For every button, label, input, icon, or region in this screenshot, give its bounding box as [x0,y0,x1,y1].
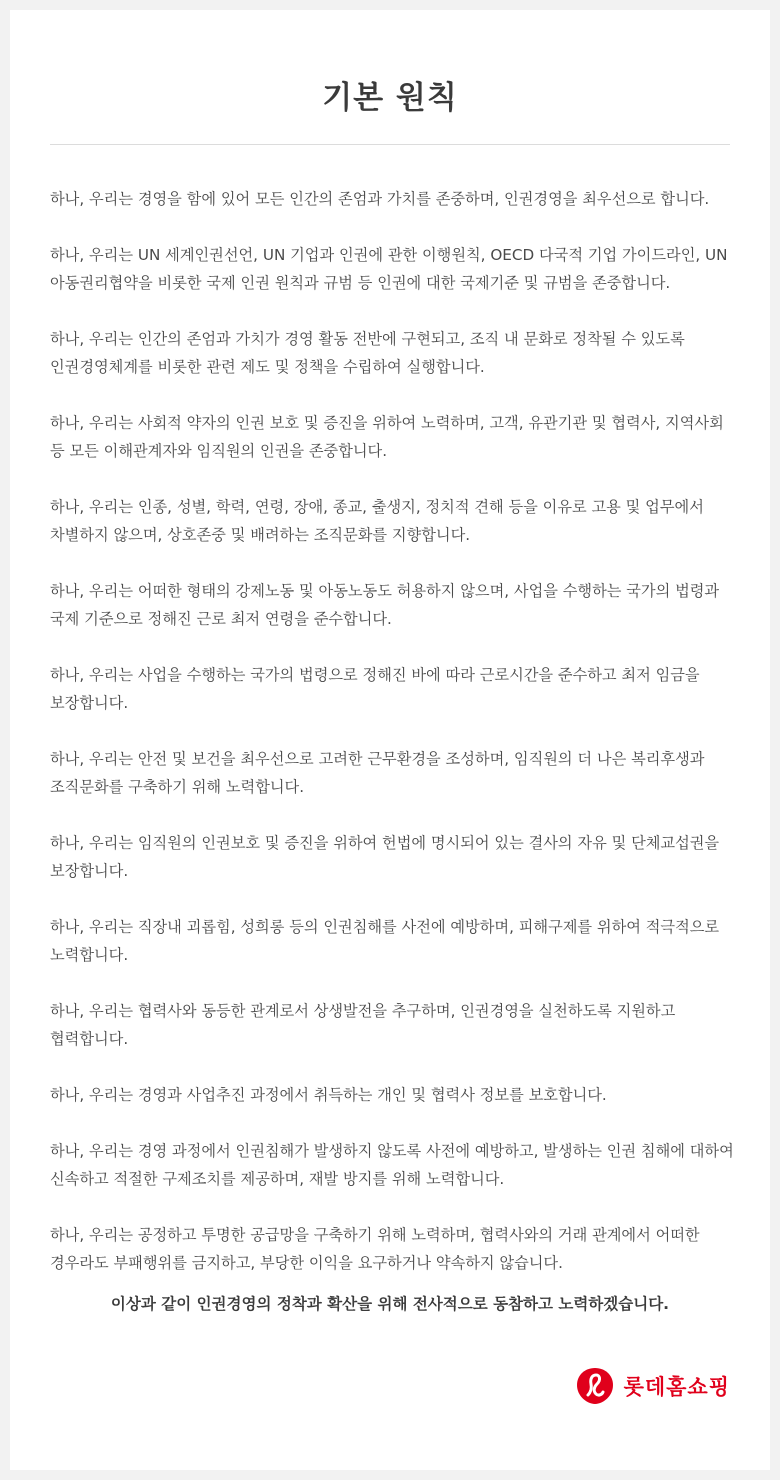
principle-item: 하나, 우리는 경영과 사업추진 과정에서 취득하는 개인 및 협력사 정보를 보호합니다. [50,1086,607,1104]
brand-logo [574,1365,730,1407]
principle-item: 하나, 우리는 직장내 괴롭힘, 성희롱 등의 인권침해를 사전에 예방하며, 피해구제를 위하여 적극적으로 노력합니다. [50,918,720,964]
principle-item: 하나, 우리는 어떠한 형태의 강제노동 및 아동노동도 허용하지 않으며, 사업을 수행하는 국가의 법령과 국제 기준으로 정해진 근로 최저 연령을 준수합니다. [50,582,720,628]
principle-item: 하나, 우리는 경영 과정에서 인권침해가 발생하지 않도록 사전에 예방하고, 발생하는 인권 침해에 대하여 신속하고 적절한 구제조치를 제공하며, 재발 방지를 위해 노력합니다. [50,1142,734,1188]
document-card [10,10,770,1470]
principle-item: 하나, 우리는 사업을 수행하는 국가의 법령으로 정해진 바에 따라 근로시간을 준수하고 최저 임금을 보장합니다. [50,666,700,712]
brand-name: 롯데홈쇼핑 [623,1375,730,1399]
principles-list [50,185,740,1305]
page-title: 기본 원칙 [322,80,458,116]
principle-item: 하나, 우리는 임직원의 인권보호 및 증진을 위하여 헌법에 명시되어 있는 결사의 자유 및 단체교섭권을 보장합니다. [50,834,720,880]
principle-item: 하나, 우리는 공정하고 투명한 공급망을 구축하기 위해 노력하며, 협력사와의 거래 관계에서 어떠한 경우라도 부패행위를 금지하고, 부당한 이익을 요구하거나 약속하지 않습니다. [50,1226,700,1272]
lotte-logo-icon [574,1365,616,1407]
closing-statement: 이상과 같이 인권경영의 정착과 확산을 위해 전사적으로 동참하고 노력하겠습니다. [110,1295,670,1313]
principle-item: 하나, 우리는 UN 세계인권선언, UN 기업과 인권에 관한 이행원칙, OECD 다국적 기업 가이드라인, UN 아동권리협약을 비롯한 국제 인권 원칙과 규범 등 인권에 대한 국제기준 및 규범을 존중합니다. [50,246,728,292]
principle-item: 하나, 우리는 인종, 성별, 학력, 연령, 장애, 종교, 출생지, 정치적 견해 등을 이유로 고용 및 업무에서 차별하지 않으며, 상호존중 및 배려하는 조직문화를 지향합니다. [50,498,704,544]
principle-item: 하나, 우리는 안전 및 보건을 최우선으로 고려한 근무환경을 조성하며, 임직원의 더 나은 복리후생과 조직문화를 구축하기 위해 노력합니다. [50,750,705,796]
principle-item: 하나, 우리는 인간의 존엄과 가치가 경영 활동 전반에 구현되고, 조직 내 문화로 정착될 수 있도록 인권경영체계를 비롯한 관련 제도 및 정책을 수립하여 실행합니다. [50,330,685,376]
principle-item: 하나, 우리는 협력사와 동등한 관계로서 상생발전을 추구하며, 인권경영을 실천하도록 지원하고 협력합니다. [50,1002,676,1048]
principle-item: 하나, 우리는 사회적 약자의 인권 보호 및 증진을 위하여 노력하며, 고객, 유관기관 및 협력사, 지역사회 등 모든 이해관계자와 임직원의 인권을 존중합니다. [50,414,724,460]
title-divider [50,144,730,145]
principle-item: 하나, 우리는 경영을 함에 있어 모든 인간의 존엄과 가치를 존중하며, 인권경영을 최우선으로 합니다. [50,190,710,208]
